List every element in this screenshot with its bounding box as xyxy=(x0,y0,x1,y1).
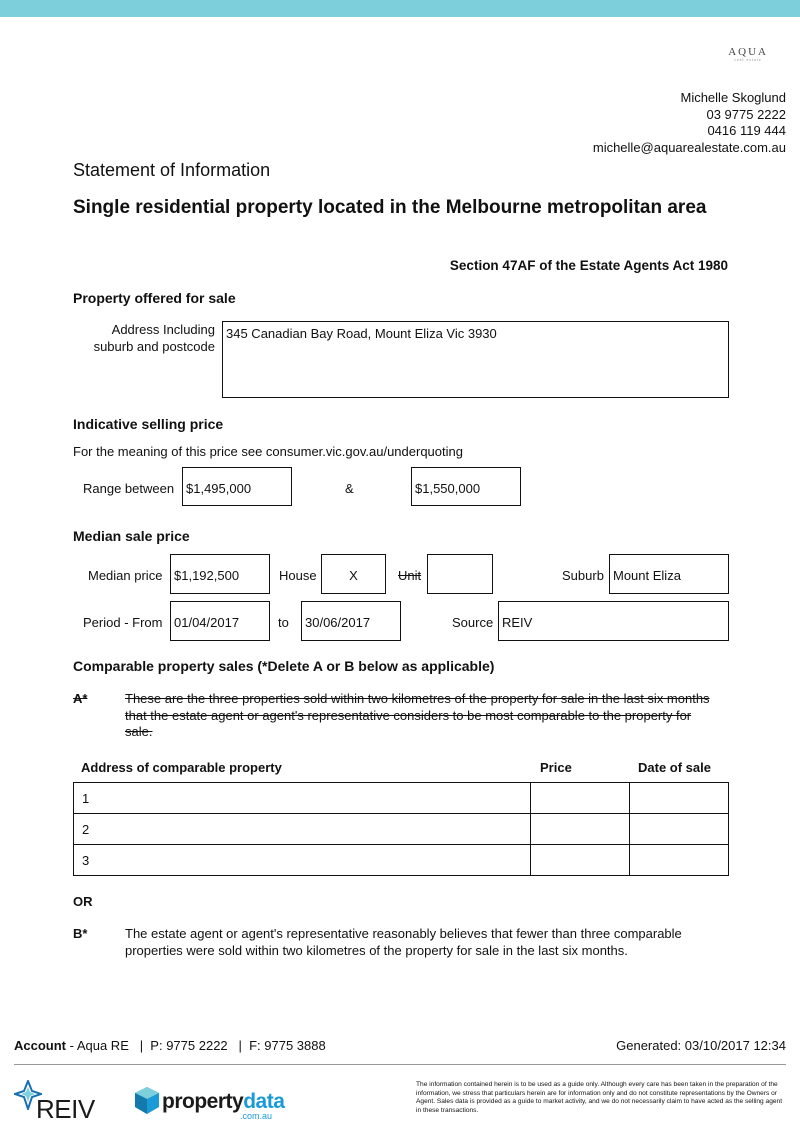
account-label: Account xyxy=(14,1038,66,1053)
aqua-logo-tagline: real estate xyxy=(734,57,762,62)
source-field[interactable]: REIV xyxy=(498,601,729,641)
median-heading: Median sale price xyxy=(73,528,190,544)
period-to-field[interactable]: 30/06/2017 xyxy=(301,601,401,641)
option-a-marker: A* xyxy=(73,691,88,706)
propertydata-accent-text: data xyxy=(243,1090,285,1113)
table-row xyxy=(74,814,729,845)
house-checkbox[interactable]: X xyxy=(321,554,386,594)
agent-mobile: 0416 119 444 xyxy=(707,123,786,138)
address-label: Address Including suburb and postcode xyxy=(93,322,215,354)
option-b-text: The estate agent or agent's representative reasonably believes that fewer than three comparable properties were sold within two kilometres of the property for sale in the last six months. xyxy=(125,926,682,958)
table-row xyxy=(74,845,729,876)
agent-phone: 03 9775 2222 xyxy=(706,106,786,122)
median-price-label: Median price xyxy=(88,568,163,583)
propertydata-cube-icon xyxy=(134,1086,160,1116)
comparable-table xyxy=(73,782,729,876)
suburb-field[interactable]: Mount Eliza xyxy=(609,554,729,594)
period-from-label: Period - From xyxy=(83,615,163,630)
agent-name: Michelle Skoglund xyxy=(680,90,786,105)
unit-label: Unit xyxy=(398,568,422,583)
option-b-marker: B* xyxy=(73,926,88,941)
row-number: 1 xyxy=(82,790,90,806)
propertydata-logo xyxy=(134,1086,284,1122)
comparable-date-cell[interactable] xyxy=(630,845,729,876)
comparable-price-cell[interactable] xyxy=(531,845,630,876)
document-title: Statement of Information xyxy=(73,160,271,180)
document-headline: Single residential property located in the Melbourne metropolitan area xyxy=(73,197,707,218)
address-field[interactable]: 345 Canadian Bay Road, Mount Eliza Vic 3930 xyxy=(222,321,729,398)
propertydata-domain: .com.au xyxy=(240,1111,273,1121)
row-number: 3 xyxy=(82,852,90,868)
agent-contact xyxy=(593,90,786,156)
period-from-field[interactable]: 01/04/2017 xyxy=(170,601,270,641)
range-ampersand: & xyxy=(345,481,354,496)
indicative-meaning: For the meaning of this price see consumer.vic.gov.au/underquoting xyxy=(73,444,463,459)
agent-email[interactable]: michelle@aquarealestate.com.au xyxy=(592,139,786,155)
comparable-address-cell[interactable] xyxy=(74,845,531,876)
comparable-address-cell[interactable] xyxy=(74,783,531,814)
reiv-logo xyxy=(14,1080,94,1122)
comparable-date-cell[interactable] xyxy=(630,814,729,845)
house-label: House xyxy=(279,568,317,583)
indicative-heading: Indicative selling price xyxy=(73,416,224,432)
comparable-address-cell[interactable] xyxy=(74,814,531,845)
range-label: Range between xyxy=(83,481,175,496)
unit-checkbox[interactable] xyxy=(427,554,493,594)
price-high-field[interactable]: $1,550,000 xyxy=(411,467,521,506)
aqua-logo xyxy=(728,46,768,62)
comparable-heading: Comparable property sales (*Delete A or B below as applicable) xyxy=(73,658,495,674)
top-accent-bar xyxy=(0,0,800,17)
property-heading: Property offered for sale xyxy=(73,290,236,306)
col-date-header: Date of sale xyxy=(638,760,711,775)
col-price-header: Price xyxy=(540,760,572,775)
footer-divider xyxy=(14,1064,786,1065)
account-details: - Aqua RE | P: 9775 2222 | F: 9775 3888 xyxy=(66,1038,326,1053)
suburb-label: Suburb xyxy=(562,568,604,583)
comparable-date-cell[interactable] xyxy=(630,783,729,814)
propertydata-main-text: property xyxy=(162,1090,244,1113)
option-a-text: These are the three properties sold within two kilometres of the property for sale in the last six months that the estate agent or agent's representative considers to be most comparable to the property for sale. xyxy=(125,691,710,739)
or-separator: OR xyxy=(73,894,93,909)
col-address-header: Address of comparable property xyxy=(81,760,282,775)
comparable-price-cell[interactable] xyxy=(531,814,630,845)
comparable-price-cell[interactable] xyxy=(531,783,630,814)
source-label: Source xyxy=(452,615,494,630)
reiv-logo-text: REIV xyxy=(36,1094,95,1124)
row-number: 2 xyxy=(82,821,90,837)
act-reference: Section 47AF of the Estate Agents Act 1980 xyxy=(449,258,728,273)
generated-timestamp: Generated: 03/10/2017 12:34 xyxy=(616,1038,786,1053)
median-price-field[interactable]: $1,192,500 xyxy=(170,554,270,594)
footer-account xyxy=(14,1038,326,1053)
period-to-label: to xyxy=(278,615,289,630)
aqua-logo-text: AQUA xyxy=(728,46,768,58)
price-low-field[interactable]: $1,495,000 xyxy=(182,467,292,506)
table-row xyxy=(74,783,729,814)
footer-disclaimer: The information contained herein is to be used as a guide only. Although every care has been taken in the preparation of the information, we stress that particulars herein are for information only and do not constitute representations by the Owners or Agent. Sales data is provided as a guide to market activity, and we do not necessarily claim to have acted as the selling agent in these transactions. xyxy=(416,1081,783,1114)
